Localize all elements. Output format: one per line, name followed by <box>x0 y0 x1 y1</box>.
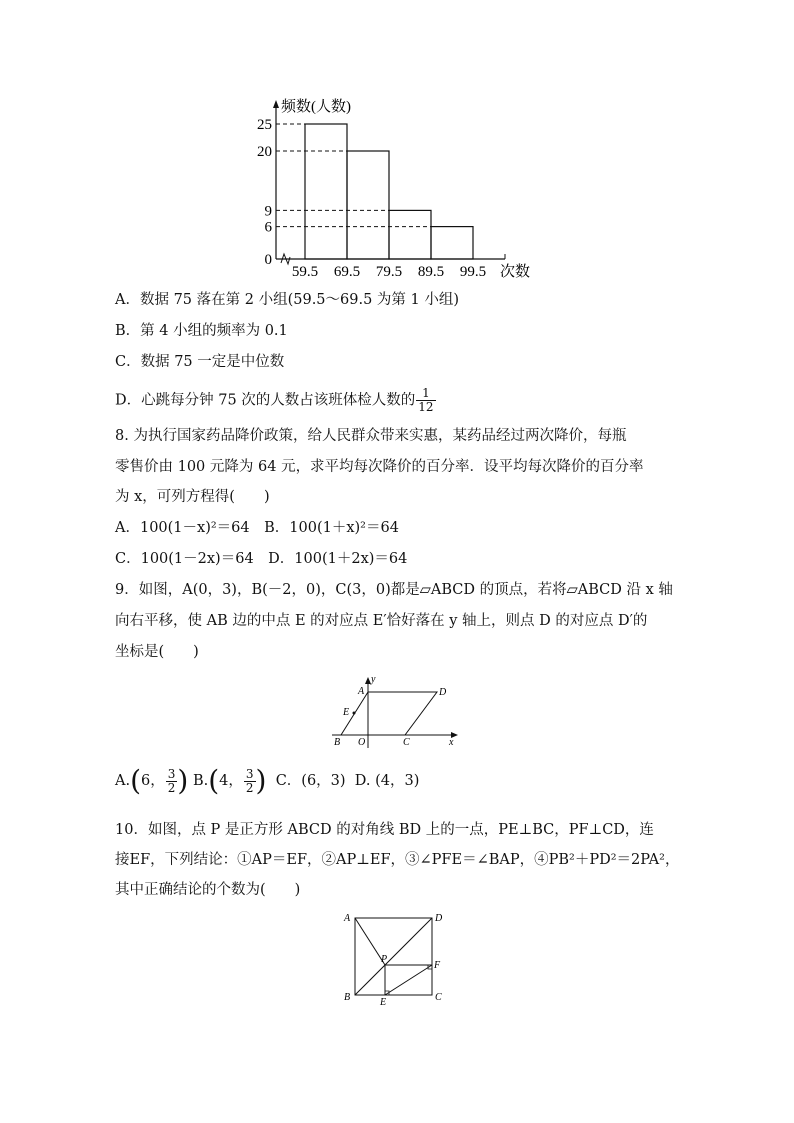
chart-labels <box>257 98 530 280</box>
q8-line-1: 8. 为执行国家药品降价政策，给人民群众带来实惠，某药品经过两次降价，每瓶 <box>115 428 627 444</box>
q9-option-b-prefix: B. <box>192 773 209 789</box>
fig9-label-x: x <box>449 737 454 748</box>
fig9-label-a: A <box>358 686 365 697</box>
q10-line-3: 其中正确结论的个数为( ) <box>115 882 301 898</box>
q9-option-c: C．(6，3) <box>275 773 346 789</box>
fig10-label-c: C <box>435 992 442 1003</box>
fig9-label-y: y <box>371 674 376 685</box>
y-tick-label: 6 <box>264 219 272 236</box>
q8-options-row-2: C．100(1－2x)＝64 D．100(1＋2x)＝64 <box>115 551 408 567</box>
q7-option-d <box>115 387 436 414</box>
x-tick-label: 69.5 <box>333 264 361 280</box>
q9-option-a-den: 2 <box>167 780 176 795</box>
q9-option-d: D. (4，3) <box>354 773 420 789</box>
fig10-label-b: B <box>344 992 351 1003</box>
q8-line-3: 为 x，可列方程得( ) <box>115 489 270 505</box>
fig10-label-p: P <box>381 954 388 965</box>
x-tick-label: 89.5 <box>417 264 445 280</box>
q9-line-2: 向右平移，使 AB 边的中点 E 的对应点 E′恰好落在 y 轴上，则点 D 的对应点 D′的 <box>115 613 648 629</box>
fig9-label-b: B <box>334 737 341 748</box>
q7-option-c: C．数据 75 一定是中位数 <box>115 354 285 370</box>
q9-line-3: 坐标是( ) <box>115 644 199 660</box>
fig9-label-o: O <box>358 737 366 748</box>
x-axis-label: 次数 <box>500 264 531 280</box>
y-tick-label: 0 <box>264 252 272 268</box>
q9-option-b-den: 2 <box>245 780 254 795</box>
q7-option-d-text: D．心跳每分钟 75 次的人数占该班体检人数的 <box>115 392 416 409</box>
y-tick-label: 9 <box>264 203 272 220</box>
fig10-label-e: E <box>380 997 387 1008</box>
histogram-bar <box>431 227 473 259</box>
y-tick-label: 25 <box>257 117 272 133</box>
fig9-label-e: E <box>343 707 350 718</box>
histogram-bar <box>389 210 431 259</box>
q10-line-1: 10．如图，点 P 是正方形 ABCD 的对角线 BD 上的一点，PE⊥BC，PF⊥CD，连 <box>115 822 654 838</box>
parallelogram-figure <box>327 672 467 752</box>
x-tick-label: 59.5 <box>291 264 319 280</box>
q9-line-1: 9．如图，A(0，3)，B(－2，0)，C(3，0)都是▱ABCD 的顶点，若将▱ABCD 沿 x 轴 <box>115 582 673 598</box>
x-tick-label: 99.5 <box>459 264 487 280</box>
fig10-label-f: F <box>434 960 441 971</box>
fraction-numerator: 1 <box>416 387 435 401</box>
q9-options: A.(6， $\frac{3}{2}$ ) B.(4， $\frac{3}{2}$ ) C．(6，3) D. (4，3) <box>115 764 420 797</box>
fraction-denominator: 12 <box>418 400 434 414</box>
histogram-chart <box>0 0 794 290</box>
q9-option-a-num: 3 <box>167 766 176 781</box>
q7-option-b: B．第 4 小组的频率为 0.1 <box>115 323 288 339</box>
q7-option-d-fraction <box>416 387 435 414</box>
fig9-label-d: D <box>439 687 447 698</box>
y-axis-arrow <box>273 100 279 108</box>
histogram-bar <box>347 151 389 259</box>
q9-option-a-x: 6， <box>141 773 165 789</box>
fig10-label-a: A <box>344 913 351 924</box>
histogram-bar <box>305 124 347 259</box>
y-axis-label: 频数(人数) <box>281 99 351 115</box>
q9-option-a-prefix: A. <box>115 773 131 789</box>
chart-bars <box>276 124 473 259</box>
y-tick-label: 20 <box>257 144 272 160</box>
q10-line-2: 接EF，下列结论：①AP＝EF，②AP⊥EF，③∠PFE＝∠BAP，④PB²＋PD²＝2PA²， <box>115 852 680 868</box>
q8-options-row-1: A．100(1－x)²＝64 B．100(1＋x)²＝64 <box>115 520 399 536</box>
x-tick-label: 79.5 <box>375 264 403 280</box>
q7-option-a: A．数据 75 落在第 2 小组(59.5～69.5 为第 1 小组) <box>115 292 460 308</box>
q9-option-b-x: 4， <box>219 773 243 789</box>
q9-option-b-num: 3 <box>245 766 254 781</box>
fig9-label-c: C <box>403 737 410 748</box>
square-figure <box>340 908 450 1008</box>
fig10-label-d: D <box>435 913 443 924</box>
q8-line-2: 零售价由 100 元降为 64 元，求平均每次降价的百分率．设平均每次降价的百分率 <box>115 459 644 475</box>
